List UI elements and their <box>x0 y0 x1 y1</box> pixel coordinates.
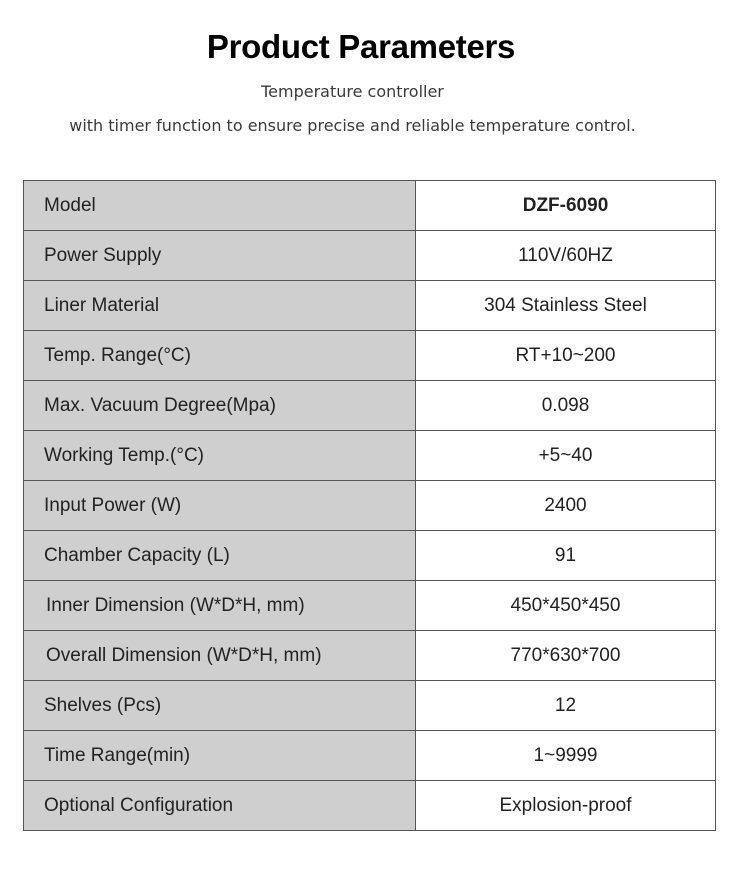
param-value: Explosion-proof <box>416 781 716 831</box>
table-row <box>24 581 716 631</box>
param-value: 91 <box>416 531 716 581</box>
param-label: Input Power (W) <box>24 481 416 531</box>
param-value: 450*450*450 <box>416 581 716 631</box>
param-value: RT+10~200 <box>416 331 716 381</box>
page-title: Product Parameters <box>206 28 516 65</box>
param-value: 12 <box>416 681 716 731</box>
param-value: 770*630*700 <box>416 631 716 681</box>
table-row <box>24 281 716 331</box>
table-row <box>24 531 716 581</box>
table-row <box>24 681 716 731</box>
subtitle-line-1: Temperature controller <box>261 82 444 101</box>
param-value: 1~9999 <box>416 731 716 781</box>
table-row <box>24 731 716 781</box>
param-label: Model <box>24 181 416 231</box>
table-row <box>24 431 716 481</box>
param-value: DZF-6090 <box>416 181 716 231</box>
param-label: Chamber Capacity (L) <box>24 531 416 581</box>
param-label: Time Range(min) <box>24 731 416 781</box>
table-row <box>24 781 716 831</box>
param-value: 304 Stainless Steel <box>416 281 716 331</box>
param-label: Overall Dimension (W*D*H, mm) <box>24 631 416 681</box>
table-row <box>24 381 716 431</box>
table-row <box>24 631 716 681</box>
param-label: Inner Dimension (W*D*H, mm) <box>24 581 416 631</box>
param-value: 2400 <box>416 481 716 531</box>
subtitle-line-2: with timer function to ensure precise and reliable temperature control. <box>69 116 636 135</box>
param-label: Optional Configuration <box>24 781 416 831</box>
param-label: Max. Vacuum Degree(Mpa) <box>24 381 416 431</box>
param-label: Temp. Range(°C) <box>24 331 416 381</box>
table-row <box>24 331 716 381</box>
parameters-table <box>23 180 716 831</box>
param-label: Power Supply <box>24 231 416 281</box>
param-label: Shelves (Pcs) <box>24 681 416 731</box>
table-row <box>24 481 716 531</box>
param-value: 110V/60HZ <box>416 231 716 281</box>
param-label: Liner Material <box>24 281 416 331</box>
table-row <box>24 181 716 231</box>
param-value: 0.098 <box>416 381 716 431</box>
param-value: +5~40 <box>416 431 716 481</box>
param-label: Working Temp.(°C) <box>24 431 416 481</box>
table-row <box>24 231 716 281</box>
